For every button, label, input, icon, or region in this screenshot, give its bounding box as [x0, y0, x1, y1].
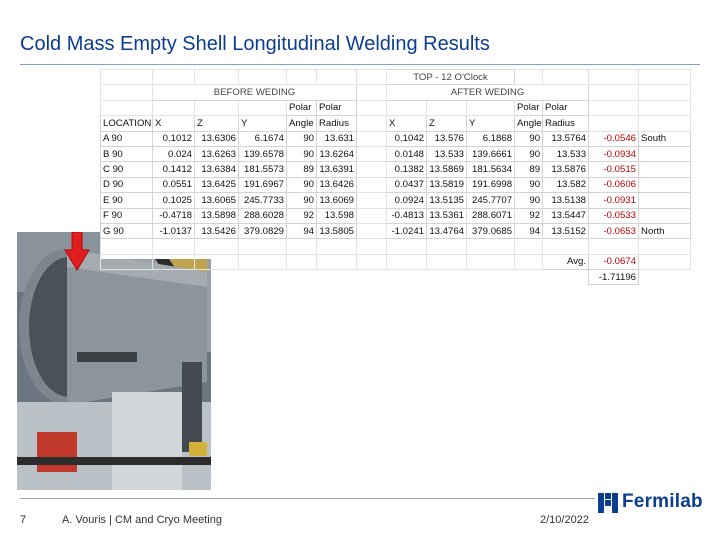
cell-before-radius: 13.5805	[317, 223, 357, 238]
table-row	[101, 131, 691, 146]
table-row	[101, 162, 691, 177]
cell-before-z: 13.6263	[195, 146, 239, 161]
cell-before-z: 13.5426	[195, 223, 239, 238]
cell-after-x: 0.1382	[387, 162, 427, 177]
col-before-z: Z	[195, 116, 239, 131]
cell-note: South	[639, 131, 691, 146]
cell-note	[639, 208, 691, 223]
cell-after-radius: 13.5447	[543, 208, 589, 223]
cell-after-radius: 13.5138	[543, 193, 589, 208]
cell-before-y: 191.6967	[239, 177, 287, 192]
cell-before-z: 13.6384	[195, 162, 239, 177]
table-row	[101, 208, 691, 223]
cell-before-angle: 94	[287, 223, 317, 238]
cell-before-radius: 13.6069	[317, 193, 357, 208]
cell-location: E 90	[101, 193, 153, 208]
welding-results-table	[100, 69, 690, 283]
cell-after-y: 139.6661	[467, 146, 515, 161]
cell-note	[639, 177, 691, 192]
cell-before-radius: 13.598	[317, 208, 357, 223]
logo-text: Fermilab	[622, 491, 703, 512]
col-after-z: Z	[427, 116, 467, 131]
cell-before-y: 6.1674	[239, 131, 287, 146]
col-before-radius: Radius	[317, 116, 357, 131]
cell-location: D 90	[101, 177, 153, 192]
cell-after-y: 181.5634	[467, 162, 515, 177]
cell-after-y: 288.6071	[467, 208, 515, 223]
cell-after-z: 13.4764	[427, 223, 467, 238]
col-location: LOCATION	[101, 116, 153, 131]
cell-after-x: -0.4813	[387, 208, 427, 223]
table-row	[101, 146, 691, 161]
before-welding-label: BEFORE WEDING	[153, 85, 357, 100]
cell-before-x: 0.024	[153, 146, 195, 161]
after-polar-radius-label: Polar	[543, 100, 589, 115]
avg-value: -0.0674	[589, 254, 639, 269]
avg-label: Avg.	[543, 254, 589, 269]
cell-before-y: 288.6028	[239, 208, 287, 223]
page-number: 7	[20, 514, 27, 526]
cell-before-angle: 90	[287, 177, 317, 192]
cell-before-z: 13.6425	[195, 177, 239, 192]
cell-radius-delta: -0.0934	[589, 146, 639, 161]
cell-after-x: -1.0241	[387, 223, 427, 238]
cell-after-radius: 13.5152	[543, 223, 589, 238]
cell-before-x: 0.1012	[153, 131, 195, 146]
cell-note: North	[639, 223, 691, 238]
col-after-y: Y	[467, 116, 515, 131]
cell-before-angle: 90	[287, 131, 317, 146]
cell-after-x: 0.0437	[387, 177, 427, 192]
cell-note	[639, 162, 691, 177]
header-row-top	[101, 70, 691, 85]
cell-radius-delta: -0.0546	[589, 131, 639, 146]
cell-after-z: 13.5135	[427, 193, 467, 208]
col-before-x: X	[153, 116, 195, 131]
cell-before-y: 245.7733	[239, 193, 287, 208]
cell-before-y: 379.0829	[239, 223, 287, 238]
cell-radius-delta: -0.0606	[589, 177, 639, 192]
cell-after-angle: 94	[515, 223, 543, 238]
col-after-radius: Radius	[543, 116, 589, 131]
cell-before-angle: 90	[287, 193, 317, 208]
cell-before-radius: 13.6391	[317, 162, 357, 177]
after-polar-angle-label: Polar	[515, 100, 543, 115]
header-row-phase	[101, 85, 691, 100]
table-row-blank	[101, 239, 691, 254]
cell-before-angle: 89	[287, 162, 317, 177]
cell-before-x: 0.0551	[153, 177, 195, 192]
cell-note	[639, 146, 691, 161]
title-divider	[20, 64, 700, 65]
cell-radius-delta: -0.0653	[589, 223, 639, 238]
cell-location: B 90	[101, 146, 153, 161]
cell-after-y: 191.6998	[467, 177, 515, 192]
table-row	[101, 193, 691, 208]
cell-location: G 90	[101, 223, 153, 238]
presenter-meeting: A. Vouris | CM and Cryo Meeting	[62, 514, 222, 526]
cell-radius-delta: -0.0533	[589, 208, 639, 223]
cell-after-radius: 13.5876	[543, 162, 589, 177]
col-after-angle: Angle	[515, 116, 543, 131]
cell-after-z: 13.5869	[427, 162, 467, 177]
cell-after-angle: 90	[515, 177, 543, 192]
cell-after-y: 379.0685	[467, 223, 515, 238]
cell-before-z: 13.6306	[195, 131, 239, 146]
cell-after-x: 0.0148	[387, 146, 427, 161]
cell-after-radius: 13.5764	[543, 131, 589, 146]
cell-before-radius: 13.6264	[317, 146, 357, 161]
cell-note	[639, 193, 691, 208]
col-before-y: Y	[239, 116, 287, 131]
cell-before-x: -0.4718	[153, 208, 195, 223]
cell-radius-delta: -0.0931	[589, 193, 639, 208]
slide-title: Cold Mass Empty Shell Longitudinal Welding Results	[20, 33, 490, 55]
fermilab-mark-icon	[598, 493, 618, 513]
table-row	[101, 177, 691, 192]
cell-location: A 90	[101, 131, 153, 146]
cell-before-radius: 13.631	[317, 131, 357, 146]
cell-after-angle: 90	[515, 131, 543, 146]
cell-after-z: 13.576	[427, 131, 467, 146]
after-welding-label: AFTER WEDING	[387, 85, 589, 100]
cell-after-angle: 90	[515, 146, 543, 161]
col-after-x: X	[387, 116, 427, 131]
cell-location: F 90	[101, 208, 153, 223]
cell-after-angle: 92	[515, 208, 543, 223]
extra-value: -1.71196	[589, 270, 639, 285]
cell-before-z: 13.5898	[195, 208, 239, 223]
cell-after-y: 6.1868	[467, 131, 515, 146]
table-row	[101, 223, 691, 238]
cell-after-y: 245.7707	[467, 193, 515, 208]
cell-before-y: 139.6578	[239, 146, 287, 161]
before-polar-angle-label: Polar	[287, 100, 317, 115]
slide-date: 2/10/2022	[540, 514, 589, 526]
fermilab-logo	[598, 490, 710, 516]
cell-before-x: 0.1412	[153, 162, 195, 177]
before-polar-radius-label: Polar	[317, 100, 357, 115]
cell-after-x: 0.1042	[387, 131, 427, 146]
col-before-angle: Angle	[287, 116, 317, 131]
header-row-columns	[101, 116, 691, 131]
table-row-extra	[101, 270, 691, 285]
cell-after-radius: 13.582	[543, 177, 589, 192]
cell-before-radius: 13.6426	[317, 177, 357, 192]
cell-before-x: 0.1025	[153, 193, 195, 208]
cell-after-angle: 89	[515, 162, 543, 177]
cell-after-x: 0.0924	[387, 193, 427, 208]
cell-before-z: 13.6065	[195, 193, 239, 208]
cell-after-z: 13.5819	[427, 177, 467, 192]
results-grid	[100, 69, 691, 285]
table-row-average	[101, 254, 691, 269]
cell-before-x: -1.0137	[153, 223, 195, 238]
cell-after-radius: 13.533	[543, 146, 589, 161]
footer-divider	[20, 498, 595, 499]
cell-before-y: 181.5573	[239, 162, 287, 177]
cell-before-angle: 92	[287, 208, 317, 223]
cell-radius-delta: -0.0515	[589, 162, 639, 177]
cell-after-z: 13.533	[427, 146, 467, 161]
top-orientation-label: TOP - 12 O'Clock	[387, 70, 515, 85]
cell-location: C 90	[101, 162, 153, 177]
cell-before-angle: 90	[287, 146, 317, 161]
cell-after-angle: 90	[515, 193, 543, 208]
header-row-polar	[101, 100, 691, 115]
cell-after-z: 13.5361	[427, 208, 467, 223]
